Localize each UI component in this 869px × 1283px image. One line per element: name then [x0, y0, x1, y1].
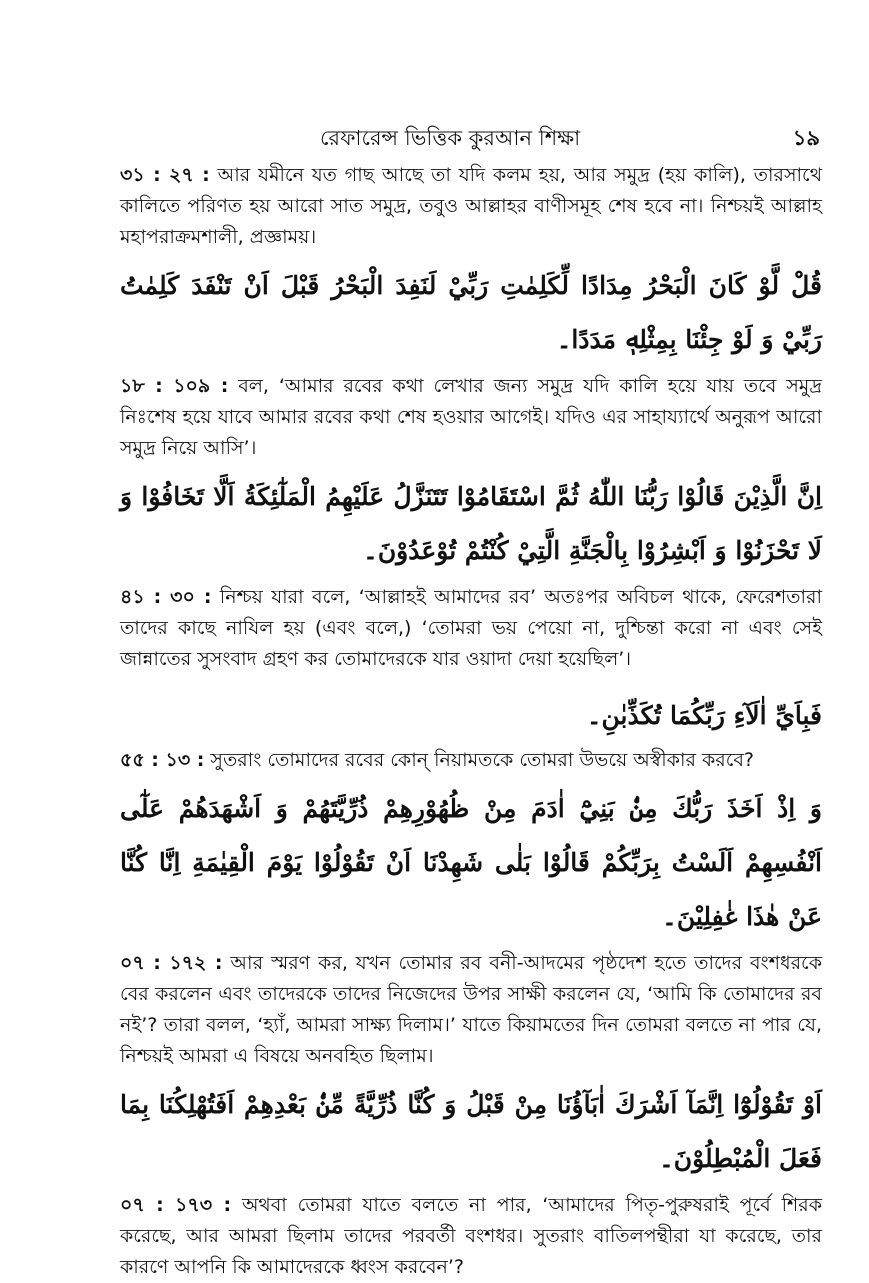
arabic-verse: وَ اِذْ اَخَذَ رَبُّكَ مِنْۢ بَنِيْٓ اٰدَمَ مِنْ ظُهُوْرِهِمْ ذُرِّيَّتَهُمْ وَ اَشْهَدَهُمْ عَلٰٓى اَنْفُسِهِمْ اَلَسْتُ بِرَبِّكُمْ قَالُوْا بَلٰى شَهِدْنَا اَنْ تَقُوْلُوْا يَوْمَ الْقِيٰمَةِ اِنَّا كُنَّا عَنْ هٰذَا غٰفِلِيْنَ۔ — [120, 794, 822, 931]
translation-text: সুতরাং তোমাদের রবের কোন্ নিয়ামতকে তোমরা উভয়ে অস্বীকার করবে? — [204, 749, 754, 771]
verse-reference: ৫৫ : ১৩ : — [120, 749, 205, 771]
verse-reference: ১৮ : ১০৯ : — [120, 375, 229, 397]
arabic-verse: اَوْ تَقُوْلُوْٓا اِنَّمَآ اَشْرَكَ اٰبَآؤُنَا مِنْ قَبْلُ وَ كُنَّا ذُرِّيَّةً مِّنْۢ بَعْدِهِمْ اَفَتُهْلِكُنَا بِمَا فَعَلَ الْمُبْطِلُوْنَ۔ — [120, 1090, 822, 1173]
translation-text: আর স্মরণ কর, যখন তোমার রব বনী-আদমের পৃষ্ঠদেশ হতে তাদের বংশধরকে বের করলেন এবং তাদেরকে তাদের নিজেদের উপর সাক্ষী করলেন যে, ‘আমি কি তোমাদের রব নই’? তারা বলল, ‘হ্যাঁ, আমরা সাক্ষ্য দিলাম।’ যাতে কিয়ামতের দিন তোমরা বলতে না পার যে, নিশ্চয়ই আমরা এ বিষয়ে অনবহিত ছিলাম। — [120, 952, 822, 1067]
translation-text: অথবা তোমরা যাতে বলতে না পার, ‘আমাদের পিতৃ-পুরুষরাই পূর্বে শিরক করেছে, আর আমরা ছিলাম তাদের পরবর্তী বংশধর। সুতরাং বাতিলপন্থীরা যা করেছে, তার কারণে আপনি কি আমাদেরকে ধ্বংস করবেন’? — [120, 1194, 822, 1278]
page-body — [120, 160, 822, 1283]
bangla-paragraph — [120, 948, 822, 1072]
bangla-paragraph — [120, 745, 822, 776]
verse-reference: ০৭ : ১৭৩ : — [120, 1194, 232, 1216]
bangla-paragraph — [120, 582, 822, 675]
page-header — [120, 122, 820, 152]
translation-text: বল, ‘আমার রবের কথা লেখার জন্য সমুদ্র যদি কালি হয়ে যায় তবে সমুদ্র নিঃশেষ হয়ে যাবে আমার রবের কথা শেষ হওয়ার আগেই। যদিও এর সাহায্যার্থে অনুরূপ আরো সমুদ্র নিয়ে আসি’। — [120, 375, 822, 459]
bangla-paragraph — [120, 1190, 822, 1283]
arabic-verse: قُلْ لَّوْ كَانَ الْبَحْرُ مِدَادًا لِّكَلِمٰتِ رَبِّيْ لَنَفِدَ الْبَحْرُ قَبْلَ اَنْ تَنْفَدَ كَلِمٰتُ رَبِّيْ وَ لَوْ جِئْنَا بِمِثْلِهٖ مَدَدًا۔ — [120, 271, 822, 354]
translation-text: আর যমীনে যত গাছ আছে তা যদি কলম হয়, আর সমুদ্র (হয় কালি), তারসাথে কালিতে পরিণত হয় আরো সাত সমুদ্র, তবুও আল্লাহর বাণীসমূহ শেষ হবে না। নিশ্চয়ই আল্লাহ মহাপরাক্রমশালী, প্রজ্ঞাময়। — [120, 164, 822, 248]
bangla-paragraph — [120, 371, 822, 464]
translation-text: নিশ্চয় যারা বলে, ‘আল্লাহই আমাদের রব’ অতঃপর অবিচল থাকে, ফেরেশতারা তাদের কাছে নাযিল হয় (এবং বলে,) ‘তোমরা ভয় পেয়ো না, দুশ্চিন্তা করো না এবং সেই জান্নাতের সুসংবাদ গ্রহণ কর তোমাদেরকে যার ওয়াদা দেয়া হয়েছিল’। — [120, 586, 822, 670]
arabic-verse: اِنَّ الَّذِيْنَ قَالُوْا رَبُّنَا اللّٰهُ ثُمَّ اسْتَقَامُوْا تَتَنَزَّلُ عَلَيْهِمُ الْمَلٰٓئِكَةُ اَلَّا تَخَافُوْا وَ لَا تَحْزَنُوْا وَ اَبْشِرُوْا بِالْجَنَّةِ الَّتِيْ كُنْتُمْ تُوْعَدُوْنَ۔ — [120, 482, 822, 565]
verse-reference: ৩১ : ২৭ : — [120, 164, 210, 186]
running-title: রেফারেন্স ভিত্তিক কুরআন শিক্ষা — [320, 126, 581, 150]
verse-reference: ০৭ : ১৭২ : — [120, 952, 223, 974]
verse-reference: ৪১ : ৩০ : — [120, 586, 212, 608]
page-number: ১৯ — [792, 126, 820, 150]
bangla-paragraph — [120, 160, 822, 253]
arabic-verse: فَبِاَيِّ اٰلَآءِ رَبِّكُمَا تُكَذِّبٰنِ۔ — [586, 701, 822, 730]
